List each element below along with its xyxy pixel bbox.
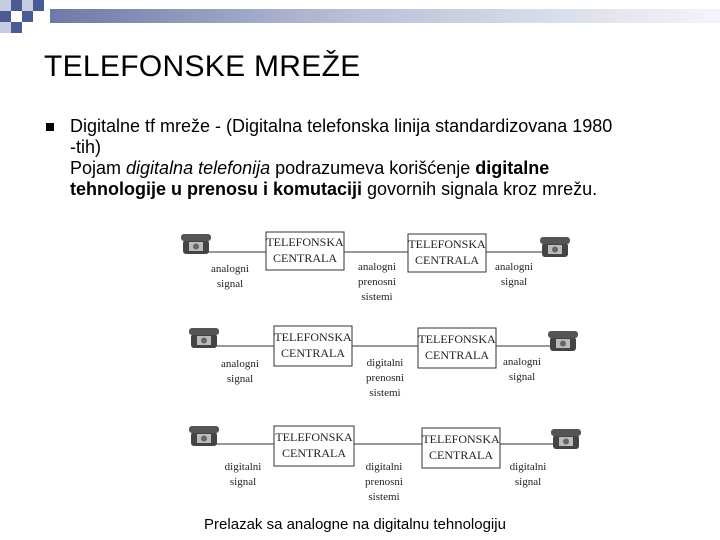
transmission-label: sistemi — [369, 387, 401, 399]
paragraph-line: -tih) — [70, 137, 101, 157]
exchange-label: CENTRALA — [273, 251, 337, 265]
exchange-label: CENTRALA — [415, 253, 479, 267]
exchange-label: CENTRALA — [429, 448, 493, 462]
slide-title: TELEFONSKE MREŽE — [44, 50, 361, 83]
signal-label: analogni — [495, 261, 533, 273]
paragraph-line — [70, 179, 700, 200]
paragraph-italic-text: digitalna telefonija — [126, 158, 271, 178]
telephone-icon — [540, 237, 570, 257]
signal-label: signal — [216, 278, 244, 290]
telephone-icon — [189, 328, 219, 348]
bullet-square-icon — [46, 123, 54, 131]
exchange-label: TELEFONSKA — [274, 330, 352, 344]
exchange-label: CENTRALA — [281, 346, 345, 360]
paragraph-bold-text: digitalne — [475, 158, 550, 178]
paragraph-text: podrazumeva korišćenje — [270, 158, 476, 178]
exchange-label: TELEFONSKA — [422, 432, 500, 446]
header-square — [33, 0, 44, 11]
header-square — [0, 11, 11, 22]
decorative-header — [0, 0, 720, 34]
exchange-label: TELEFONSKA — [408, 237, 486, 251]
paragraph-text: govornih signala kroz mrežu. — [362, 179, 598, 199]
signal-label: analogni — [221, 358, 259, 370]
paragraph-line: Digitalne tf mreže - (Digitalna telefonska linija standardizovana 1980 — [70, 116, 613, 136]
diagram-row-3 — [189, 426, 581, 503]
signal-label: analogni — [503, 356, 541, 368]
signal-label: signal — [500, 276, 528, 288]
transmission-label: digitalni — [365, 461, 403, 473]
exchange-label: CENTRALA — [282, 446, 346, 460]
diagram-row-2 — [189, 326, 578, 399]
telephone-icon — [181, 234, 211, 254]
exchange-label: TELEFONSKA — [266, 235, 344, 249]
paragraph-text: Pojam — [70, 158, 127, 178]
transmission-label: sistemi — [361, 291, 393, 303]
header-square — [22, 0, 33, 11]
header-square — [0, 0, 11, 11]
header-square — [11, 11, 22, 22]
diagram-row-1 — [181, 232, 570, 303]
telephone-icon — [548, 331, 578, 351]
transmission-label: digitalni — [366, 357, 404, 369]
telephone-icon — [551, 429, 581, 449]
paragraph-line — [70, 158, 700, 179]
header-square — [11, 22, 22, 33]
header-square — [22, 11, 33, 22]
transmission-label: sistemi — [368, 491, 400, 503]
header-square — [0, 22, 11, 33]
exchange-label: TELEFONSKA — [275, 430, 353, 444]
telephone-icon — [189, 426, 219, 446]
diagram-caption: Prelazak sa analogne na digitalnu tehnologiju — [204, 516, 506, 533]
exchange-label: CENTRALA — [425, 348, 489, 362]
network-diagram — [170, 222, 590, 512]
signal-label: analogni — [211, 263, 249, 275]
transmission-label: analogni — [358, 261, 396, 273]
signal-label: signal — [226, 373, 254, 385]
bullet-paragraph — [70, 116, 700, 200]
signal-label: digitalni — [224, 461, 262, 473]
signal-label: signal — [514, 476, 542, 488]
header-gradient-bar — [50, 9, 720, 23]
signal-label: signal — [229, 476, 257, 488]
paragraph-bold-text: tehnologije u prenosu i komutaciji — [70, 179, 363, 199]
signal-label: signal — [508, 371, 536, 383]
exchange-label: TELEFONSKA — [418, 332, 496, 346]
header-square — [11, 0, 22, 11]
transmission-label: prenosni — [366, 372, 404, 384]
transmission-label: prenosni — [365, 476, 403, 488]
transmission-label: prenosni — [358, 276, 396, 288]
signal-label: digitalni — [509, 461, 547, 473]
